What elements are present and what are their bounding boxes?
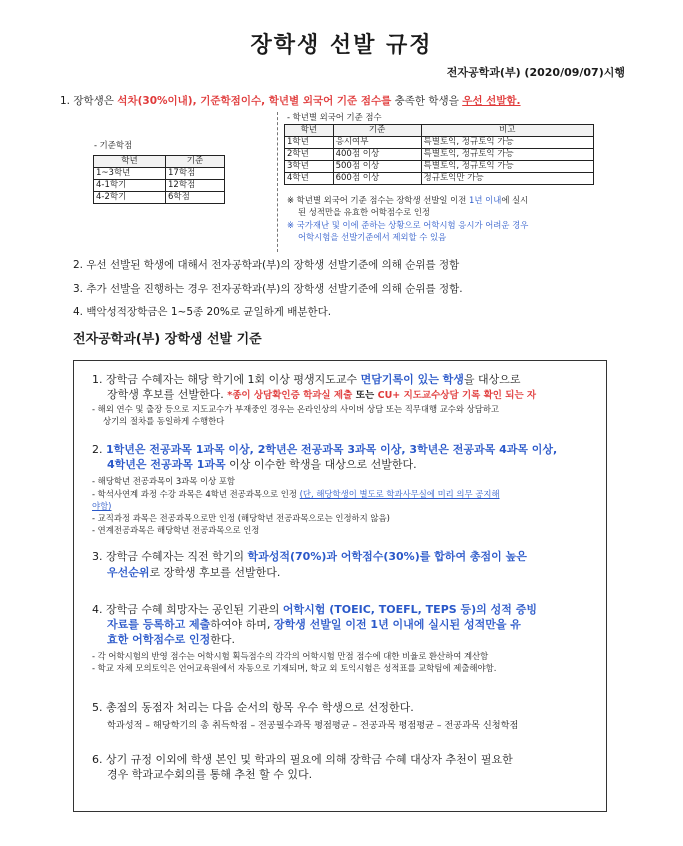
table-row: 1학년 응시여부 특별토익, 정규토익 가능 (285, 137, 594, 149)
criterion-4-line2: 자료를 등록하고 제출하여야 하며, 장학생 선발일 이전 1년 이내에 실시된 성적만을 유 (107, 618, 521, 631)
credit-table-caption: - 기준학점 (94, 140, 133, 150)
criterion-5-order: 학과성적 – 해당학기의 총 취득학점 – 전공필수과목 평점평균 – 전공과목 평점평균 – 전공과목 신청학점 (107, 720, 519, 731)
criterion-2-sub3: - 교직과정 과목은 전공과목으로만 인정 (해당학년 전공과목으로는 인정하지 않음) (92, 513, 390, 523)
criterion-2: 2. 1학년은 전공과목 1과목 이상, 2학년은 전공과목 3과목 이상, 3학년은 전공과목 4과목 이상, (92, 443, 558, 456)
criterion-4-sub2: - 학교 자체 모의토익은 언어교육원에서 자동으로 기재되며, 학교 외 토익시험은 성적표를 교학팀에 제출해야함. (92, 663, 497, 673)
criterion-1: 1. 장학금 수혜자는 해당 학기에 1회 이상 평생지도교수 면담기록이 있는 학생을 대상으로 (92, 373, 521, 386)
section-title: 전자공학과(부) 장학생 선발 기준 (73, 332, 262, 347)
criterion-2-sub1: - 해당학년 전공과목이 3과목 이상 포함 (92, 476, 236, 486)
criterion-2-line2: 4학년은 전공과목 1과목 이상 이수한 학생을 대상으로 선발한다. (107, 458, 417, 471)
criterion-1-sub1: - 해외 연수 및 출장 등으로 지도교수가 부재중인 경우는 온라인상의 사이버 상담 또는 직무대행 교수와 상담하고 (92, 404, 500, 414)
rule-1: 1. 장학생은 석차(30%이내), 기준학점이수, 학년별 외국어 기준 점수를 충족한 학생을 우선 선발함. (60, 95, 521, 107)
criterion-6-line2: 경우 학과교수회의를 통해 추천 할 수 있다. (107, 768, 313, 781)
table-row: 4학년 600점 이상 정규토익만 가능 (285, 173, 594, 185)
criterion-1-sub2: 상기의 절차를 동일하게 수행한다 (103, 416, 225, 426)
criterion-2-sub2: - 학석사연계 과정 수강 과목은 4학년 전공과목으로 인정 (단, 해당학생이 별도로 학과사무실에 미리 의무 공지해 (92, 489, 500, 499)
table-row: 2학년 400점 이상 특별토익, 정규토익 가능 (285, 149, 594, 161)
rule-2: 2. 우선 선발된 학생에 대해서 전자공학과(부)의 장학생 선발기준에 의해 순위를 정함 (73, 259, 460, 271)
table-row: 4-2학기 6학점 (94, 192, 225, 204)
lang-note-2-cont: 어학시험을 선발기준에서 제외할 수 있음 (298, 232, 447, 242)
criterion-6: 6. 상기 규정 이외에 학생 본인 및 학과의 필요에 의해 장학금 수혜 대상자 추천이 필요한 (92, 753, 513, 766)
criteria-box (73, 360, 607, 812)
criterion-2-sub4: - 연계전공과목은 해당학년 전공과목으로 인정 (92, 525, 260, 535)
table-row: 4-1학기 12학점 (94, 180, 225, 192)
credit-table: 학년 기준 1~3학년 17학점 4-1학기 12학점 4-2학기 6학점 (93, 155, 225, 204)
table-row: 3학년 500점 이상 특별토익, 정규토익 가능 (285, 161, 594, 173)
criterion-4-line3: 효한 어학점수로 인정한다. (107, 633, 236, 646)
criterion-1-line2: 장학생 후보를 선발한다. *종이 상담확인증 학과실 제출 또는 CU+ 지도교수상담 기록 확인 되는 자 (107, 388, 537, 401)
table-row: 1~3학년 17학점 (94, 168, 225, 180)
lang-note-2: ※ 국가재난 및 이에 준하는 상황으로 어학시험 응시가 어려운 경우 (287, 220, 529, 230)
rule-4: 4. 백악성적장학금은 1~5종 20%로 균일하게 배분한다. (73, 306, 332, 318)
lang-table-caption: - 학년별 외국어 기준 점수 (287, 112, 382, 122)
lang-table: 학년 기준 비고 1학년 응시여부 특별토익, 정규토익 가능 2학년 400점 이상 특별토익, 정규토익 가능 3학년 500점 이상 특별토익, 정규토익 가능 4학년 600점 이상 정규토익만 가능 (284, 124, 594, 185)
lang-note-1-cont: 된 성적만을 유효한 어학점수로 인정 (298, 207, 431, 217)
criterion-3: 3. 장학금 수혜자는 직전 학기의 학과성적(70%)과 어학점수(30%)를 합하여 총점이 높은 (92, 550, 527, 563)
lang-note-1: ※ 학년별 외국어 기준 점수는 장학생 선발일 이전 1년 이내에 실시 (287, 195, 529, 205)
divider (277, 112, 278, 252)
page-title: 장학생 선발 규정 (250, 33, 433, 58)
criterion-4: 4. 장학금 수혜 희망자는 공인된 기관의 어학시험 (TOEIC, TOEFL, TEPS 등)의 성적 증빙 (92, 603, 537, 616)
criterion-5: 5. 총점의 동점자 처리는 다음 순서의 항목 우수 학생으로 선정한다. (92, 701, 414, 714)
criterion-4-sub1: - 각 어학시험의 반영 점수는 어학시험 획득점수의 각각의 어학시험 만점 점수에 대한 비율로 환산하여 계산함 (92, 651, 489, 661)
criterion-2-sub2-cont: 야함) (92, 501, 112, 511)
criterion-3-line2: 우선순위로 장학생 후보를 선발한다. (107, 566, 281, 579)
effective-date: 전자공학과(부) (2020/09/07)시행 (446, 66, 625, 79)
rule-3: 3. 추가 선발을 진행하는 경우 전자공학과(부)의 장학생 선발기준에 의해 순위를 정함. (73, 283, 463, 295)
